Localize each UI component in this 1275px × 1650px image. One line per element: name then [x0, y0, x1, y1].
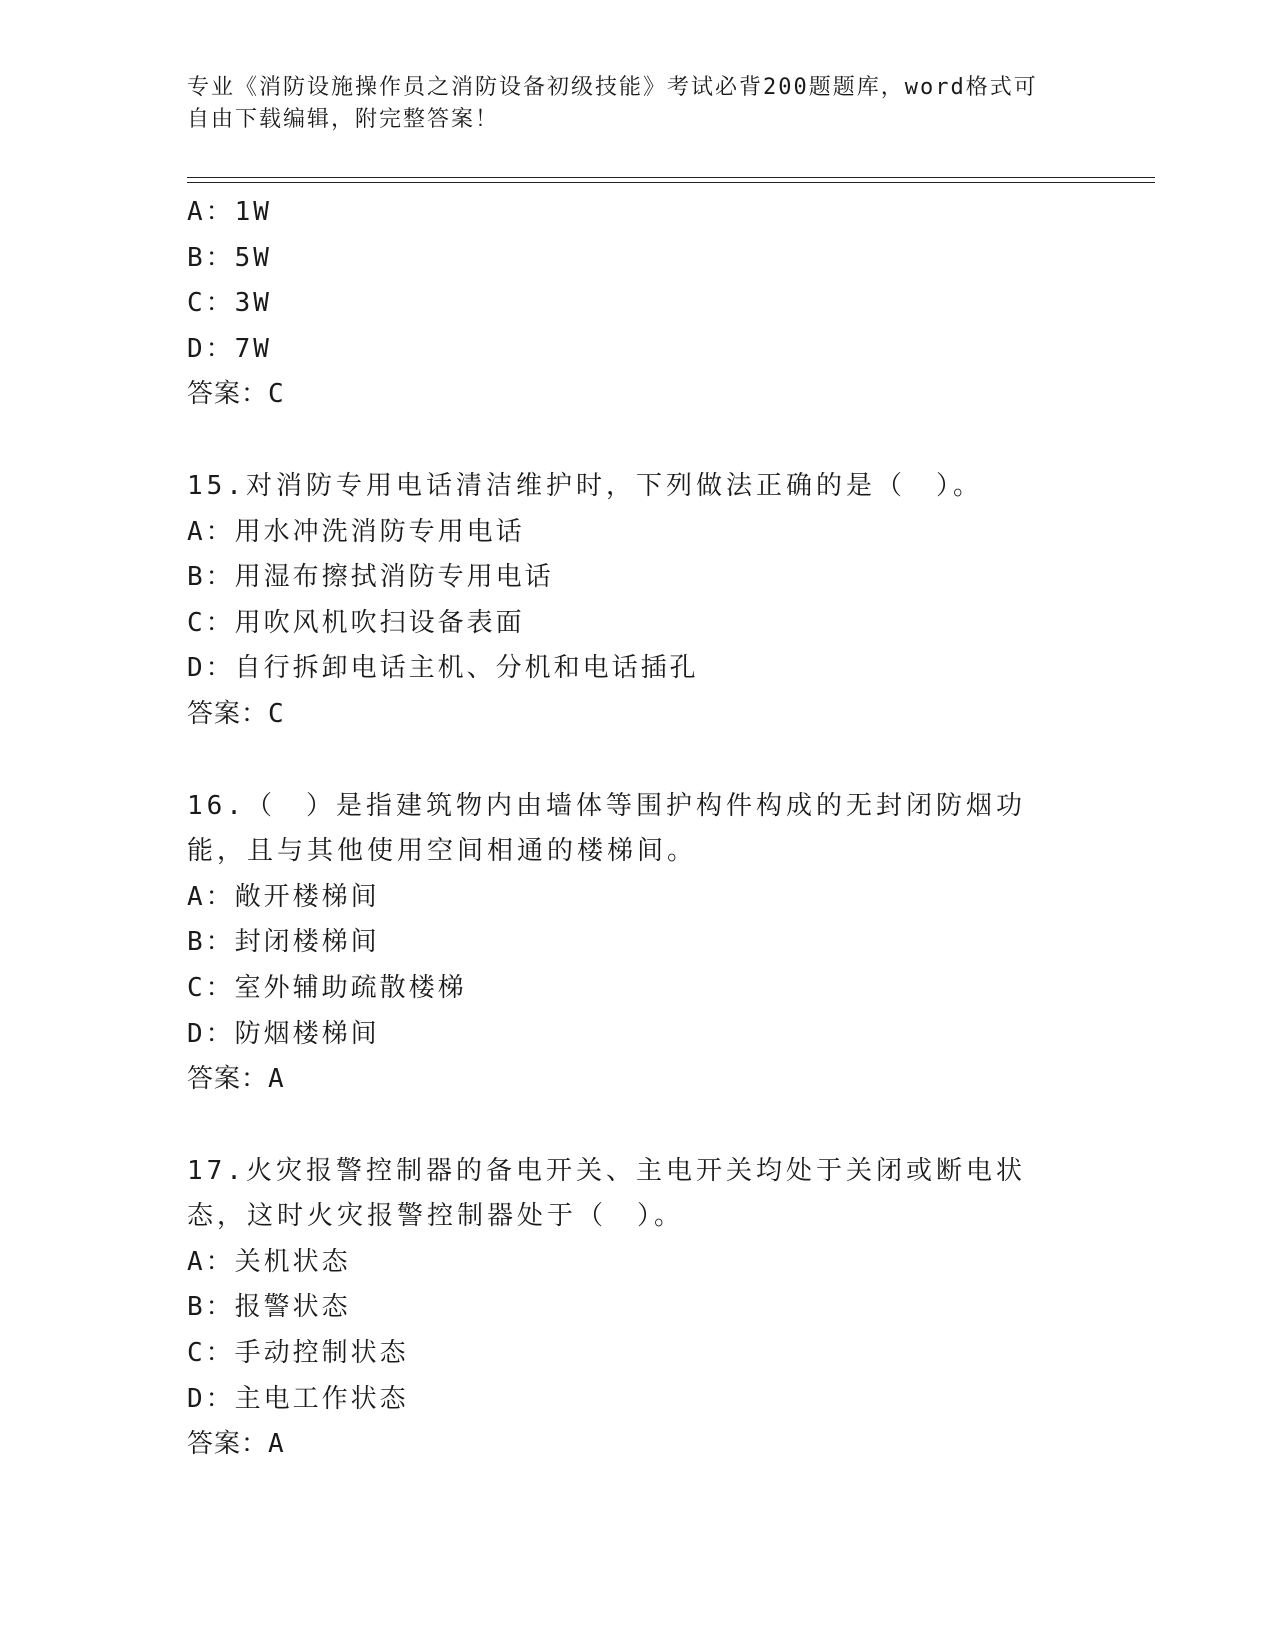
header-divider-bottom — [187, 182, 1155, 183]
option-b: B：封闭楼梯间 — [187, 927, 380, 958]
header-line-2: 自由下载编辑，附完整答案！ — [187, 107, 500, 132]
question-list — [187, 190, 1087, 1468]
answer-line: 答案：C — [187, 379, 285, 410]
option-b: B：5W — [187, 242, 272, 273]
option-d: D：防烟楼梯间 — [187, 1018, 380, 1049]
document-header — [187, 72, 1087, 136]
question-block-17 — [187, 1149, 1087, 1468]
option-d: D：主电工作状态 — [187, 1383, 409, 1414]
header-divider-top — [187, 177, 1155, 178]
header-line-1: 专业《消防设施操作员之消防设备初级技能》考试必背200题题库，word格式可 — [187, 75, 1038, 100]
option-a: A：敞开楼梯间 — [187, 881, 380, 912]
answer-line: 答案：C — [187, 698, 285, 729]
question-text: 17.火灾报警控制器的备电开关、主电开关均处于关闭或断电状态，这时火灾报警控制器处于（ ）。 — [187, 1155, 1026, 1232]
option-c: C：用吹风机吹扫设备表面 — [187, 607, 525, 638]
option-a: A：关机状态 — [187, 1246, 351, 1277]
question-block-15 — [187, 464, 1087, 738]
answer-line: 答案：A — [187, 1429, 285, 1460]
option-c: C：3W — [187, 288, 272, 319]
question-text: 15.对消防专用电话清洁维护时，下列做法正确的是（ ）。 — [187, 470, 983, 501]
option-a: A：用水冲洗消防专用电话 — [187, 516, 525, 547]
option-d: D：7W — [187, 333, 272, 364]
answer-line: 答案：A — [187, 1064, 285, 1095]
option-c: C：手动控制状态 — [187, 1338, 409, 1369]
question-text: 16.（ ）是指建筑物内由墙体等围护构件构成的无封闭防烟功能，且与其他使用空间相通的楼梯间。 — [187, 790, 1026, 867]
question-block-16 — [187, 784, 1087, 1103]
question-block-partial — [187, 190, 1087, 418]
option-a: A：1W — [187, 197, 272, 227]
option-c: C：室外辅助疏散楼梯 — [187, 972, 467, 1003]
option-b: B：用湿布擦拭消防专用电话 — [187, 562, 554, 593]
option-d: D：自行拆卸电话主机、分机和电话插孔 — [187, 653, 699, 684]
option-b: B：报警状态 — [187, 1292, 351, 1323]
